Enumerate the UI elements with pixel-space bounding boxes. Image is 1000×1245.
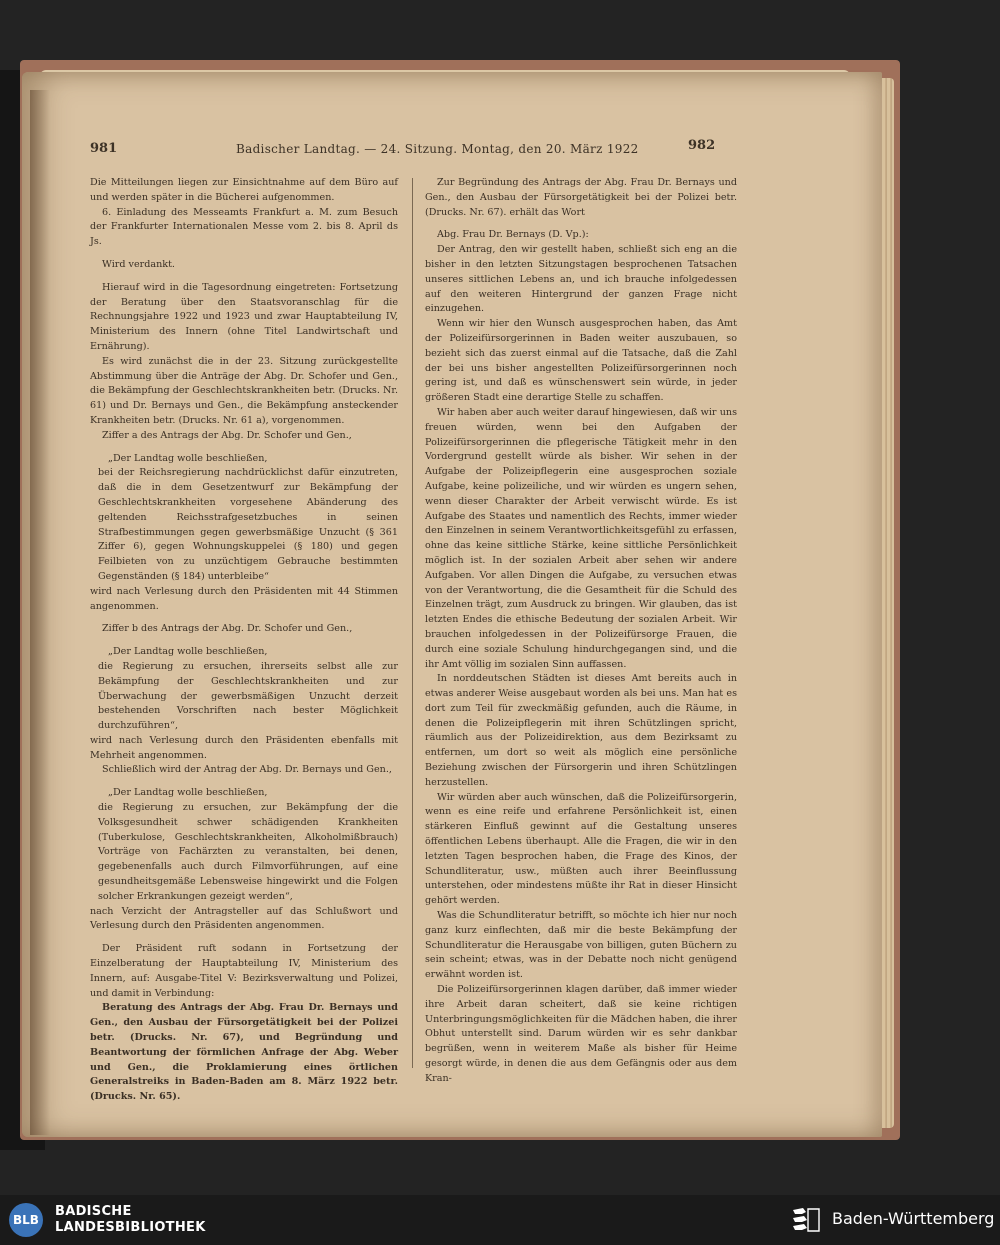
paragraph: Hierauf wird in die Tagesordnung eingetreten: Fortsetzung der Beratung über den Staatsvoranschlag für die Rechnungsjahre 1922 und 1923 und zwar Hauptabteilung IV, Ministerium des Innern (ohne Titel Landwirtschaft und Ernährung). [90, 281, 398, 352]
paragraph: Ziffer a des Antrags der Abg. Dr. Schofer und Gen., [102, 429, 352, 441]
blb-name[interactable] [55, 1204, 206, 1236]
quote-text: die Regierung zu ersuchen, ihrerseits selbst alle zur Bekämpfung der Geschlechtskrankheiten und zur Überwachung der gewerbsmäßigen Unzucht derzeit bestehenden Vorschriften nach bester Möglichkeit durchzuführen“, [98, 660, 398, 732]
column-divider [412, 178, 413, 1068]
paragraph: Wenn wir hier den Wunsch ausgesprochen haben, das Amt der Polizeifürsorgerinnen in Baden weiter auszubauen, so bezieht sich das zuerst einmal auf die Tatsache, daß die Zahl der bei uns bisher angestellten Polizeifürsorgerinnen noch gering ist, und daß es wünschenswert sein würde, in jeder größeren Stadt eine derartige Stelle zu schaffen. [425, 318, 737, 404]
page-number-left: 981 [90, 141, 118, 156]
paragraph: 6. Einladung des Messeamts Frankfurt a. M. zum Besuch der Frankfurter Internationalen Messe vom 2. bis 8. April ds Js. [90, 206, 398, 248]
quote-opening: „Der Landtag wolle beschließen, [108, 787, 268, 799]
paragraph: Was die Schundliteratur betrifft, so möchte ich hier nur noch ganz kurz einflechten, daß mir die beste Bekämpfung der Schundliteratur die Herausgabe von billigen, guten Büchern zu sein scheint; etwas, was in der Debatte noch nicht genügend erwähnt worden ist. [425, 910, 737, 981]
quote-opening: „Der Landtag wolle beschließen, [108, 452, 268, 464]
paragraph: Es wird zunächst die in der 23. Sitzung zurückgestellte Abstimmung über die Anträge der Abg. Dr. Schofer und Gen., die Bekämpfung der Geschlechtskrankheiten betr. (Drucks. Nr. 61) und Dr. Bernays und Gen., die Bekämpfung ansteckender Krankheiten betr. (Drucks. Nr. 61 a), vorgenommen. [90, 355, 398, 426]
blb-name-line2: LANDESBIBLIOTHEK [55, 1220, 206, 1235]
paragraph: Beratung des Antrags der Abg. Frau Dr. Bernays und Gen., den Ausbau der Fürsorgetätigkeit bei der Polizei betr. (Drucks. Nr. 67), und Begründung und Beantwortung der förmlichen Anfrage der Abg. Weber und Gen., die Proklamierung eines örtlichen Generalstreiks in Baden-Baden am 8. März 1922 betr. (Drucks. Nr. 65). [90, 1002, 398, 1103]
paragraph: wird nach Verlesung durch den Präsidenten ebenfalls mit Mehrheit angenommen. [90, 734, 398, 761]
paragraph: Zur Begründung des Antrags der Abg. Frau Dr. Bernays und Gen., den Ausbau der Fürsorgetätigkeit bei der Polizei betr. (Drucks. Nr. 67). erhält das Wort [425, 177, 737, 218]
paragraph: Die Mitteilungen liegen zur Einsichtnahme auf dem Büro auf und werden später in die Bücherei aufgenommen. [90, 177, 398, 203]
paragraph: wird nach Verlesung durch den Präsidenten mit 44 Stimmen angenommen. [90, 585, 398, 612]
page-gutter [30, 90, 50, 1135]
paragraph: nach Verzicht der Antragsteller auf das Schlußwort und Verlesung durch den Präsidenten angenommen. [90, 905, 398, 932]
running-head: Badischer Landtag. — 24. Sitzung. Montag, den 20. März 1922 [236, 142, 639, 156]
page-header [90, 138, 720, 163]
paragraph: Wir haben aber auch weiter darauf hingewiesen, daß wir uns freuen würden, wenn bei den Aufgaben der Polizeifürsorgerinnen die pflegerische Tätigkeit mehr in den Vordergrund gestellt würde als bisher. Wir sehen in der Aufgabe der Polizeipflegerin eine ausgesprochen soziale Aufgabe, keine polizeiliche, und wir würden es ungern sehen, wenn dieser Charakter der Arbeit verwischt würde. Es ist Aufgabe des Staates und namentlich des Rechts, immer wieder den Einzelnen in seinem Verantwortlichkeitsgefühl zu erfassen, ohne das keine sittliche Stärke, keine sittliche Persönlichkeit möglich ist. In der sozialen Arbeit aber sehen wir andere Aufgaben. Vor allen Dingen die Aufgabe, zu versuchen etwas von der Verantwortung, die die Gesamtheit für die Schuld des Einzelnen trägt, zum Ausdruck zu bringen. Wir glauben, das ist letzten Endes die ethische Bedeutung der sozialen Arbeit. Wir brauchen infolgedessen in der Polizeifürsorge Frauen, die durch eine soziale Schulung hindurchgegangen sind, und die ihr Amt völlig im sozialen Sinn auffassen. [425, 406, 737, 670]
left-column [90, 176, 398, 1105]
paragraph: Wird verdankt. [102, 258, 175, 270]
paragraph: In norddeutschen Städten ist dieses Amt bereits auch in etwas anderer Weise ausgebaut worden als bei uns. Man hat es dort zum Teil für zweckmäßig gefunden, auch die Räume, in denen die Polizeipflegerin mit ihren Schützlingen spricht, räumlich aus der Polizeidirektion, aus dem Bezirksamt zu entfernen, um dort so weit als möglich eine persönliche Beziehung zwischen der Fürsorgerin und ihren Schützlingen herzustellen. [425, 673, 737, 788]
paragraph: Der Antrag, den wir gestellt haben, schließt sich eng an die bisher in den letzten Sitzungstagen besprochenen Tatsachen unseres sittlichen Lebens an, und ich brauche infolgedessen auf den weiteren Hintergrund der ganzen Frage nicht einzugehen. [425, 244, 737, 315]
baden-wuerttemberg-lions-icon [790, 1205, 822, 1235]
blb-logo[interactable]: BLB [9, 1203, 43, 1237]
quote-opening: „Der Landtag wolle beschließen, [108, 646, 268, 658]
paragraph: Ziffer b des Antrags der Abg. Dr. Schofer und Gen., [102, 623, 353, 635]
quote-text: bei der Reichsregierung nachdrücklichst dafür einzutreten, daß die in dem Gesetzentwurf zur Bekämpfung der Geschlechtskrankheiten vorgesehene Abänderung des geltenden Reichsstrafgesetzbuches in seinen Strafbestimmungen gegen gewerbsmäßige Unzucht (§ 361 Ziffer 6), gegen Wohnungskuppelei (§ 180) und gegen Feilbieten von zu unzüchtigem Gebrauche bestimmten Gegenständen (§ 184) unterbleibe“ [98, 467, 398, 582]
page-number-right: 982 [688, 138, 716, 153]
paragraph: Die Polizeifürsorgerinnen klagen darüber, daß immer wieder ihre Arbeit daran scheitert, daß sie keine richtigen Unterbringungsmöglichkeiten für die Mädchen haben, die ihrer Obhut unterstellt sind. Darum würden wir es sehr dankbar begrüßen, wenn in weiterem Maße als bisher für Heime gesorgt würde, in denen die aus dem Gefängnis oder aus dem Kran- [425, 984, 737, 1084]
paragraph: Wir würden aber auch wünschen, daß die Polizeifürsorgerin, wenn es eine reife und erfahrene Persönlichkeit ist, einen stärkeren Einfluß gewinnt auf die Gestaltung unseres öffentlichen Lebens überhaupt. Alle die Fragen, die wir in den letzten Tagen besprochen haben, die Frage des Kinos, der Schundliteratur, usw., müßten auch ihrer Beeinflussung unterstehen, oder mindestens müßte ihr Rat in dieser Hinsicht gehört werden. [425, 791, 737, 907]
paragraph: Der Präsident ruft sodann in Fortsetzung der Einzelberatung der Hauptabteilung IV, Ministerium des Innern, auf: Ausgabe-Titel V: Bezirksverwaltung und Polizei, und damit in Verbindung: [90, 943, 398, 999]
speaker-line: Abg. Frau Dr. Bernays (D. Vp.): [437, 229, 589, 241]
paragraph: Schließlich wird der Antrag der Abg. Dr. Bernays und Gen., [102, 764, 392, 776]
quote-text: die Regierung zu ersuchen, zur Bekämpfung der die Volksgesundheit schwer schädigenden Krankheiten (Tuberkulose, Geschlechtskrankheiten, Alkoholmißbrauch) Vorträge von Fachärzten zu veranstalten, bei denen, gegebenenfalls auch durch Filmvorführungen, auf eine gesundheitsgemäße Lebensweise hingewirkt und die Folgen solcher Erkrankungen gezeigt werden“, [98, 802, 398, 902]
footer-bar [0, 1195, 1000, 1245]
blb-name-line1: BADISCHE [55, 1204, 132, 1219]
right-column [425, 176, 737, 1087]
baden-wuerttemberg-name[interactable]: Baden-Württemberg [832, 1209, 995, 1228]
